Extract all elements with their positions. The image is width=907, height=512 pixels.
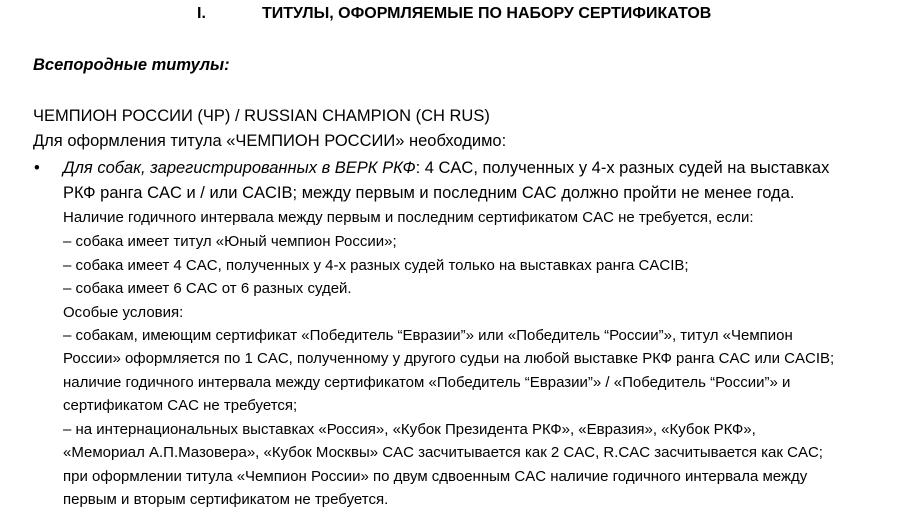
title-name: ЧЕМПИОН РОССИИ (ЧР) / RUSSIAN CHAMPION (CH RUS) xyxy=(33,107,490,125)
detail-line: России» оформляется по 1 CAC, полученному у другого судьи на любой выставке РКФ ранга CAC или CACIB; xyxy=(63,350,835,367)
heading-number: I. xyxy=(197,5,206,22)
detail-line: – на интернациональных выставках «Россия», «Кубок Президента РКФ», «Евразия», «Кубок РКФ», xyxy=(63,421,756,438)
bullet-lead-rest: : 4 CAC, полученных у 4-х разных судей на выставках xyxy=(415,159,830,177)
bullet-lead-italic: Для собак, зарегистрированных в ВЕРК РКФ xyxy=(63,159,416,177)
heading-title: ТИТУЛЫ, ОФОРМЛЯЕМЫЕ ПО НАБОРУ СЕРТИФИКАТОВ xyxy=(262,5,712,22)
bullet-icon: • xyxy=(34,159,40,177)
bullet-line-1 xyxy=(63,158,829,178)
detail-line: – собака имеет 4 CAC, полученных у 4-х разных судей только на выставках ранга CACIB; xyxy=(63,257,689,274)
detail-line: – собакам, имеющим сертификат «Победитель “Евразии”» или «Победитель “России”», титул «Чемпион xyxy=(63,327,793,344)
detail-line: сертификатом CAC не требуется; xyxy=(63,397,298,414)
detail-line: первым и вторым сертификатом не требуется. xyxy=(63,491,389,508)
detail-line: – собака имеет 6 CAC от 6 разных судей. xyxy=(63,280,352,297)
detail-line: Особые условия: xyxy=(63,304,184,321)
bullet-line-2: РКФ ранга CAC и / или CACIB; между первым и последним CAC должно пройти не менее года. xyxy=(63,184,795,202)
section-title: Всепородные титулы: xyxy=(33,56,230,74)
detail-line: – собака имеет титул «Юный чемпион России»; xyxy=(63,233,397,250)
intro-text: Для оформления титула «ЧЕМПИОН РОССИИ» необходимо: xyxy=(33,132,507,150)
detail-line: наличие годичного интервала между сертификатом «Победитель “Евразии”» / «Победитель “России”» и xyxy=(63,374,791,391)
detail-line: «Мемориал А.П.Мазовера», «Кубок Москвы» CAC засчитывается как 2 CAC, R.CAC засчитывается как CAC; xyxy=(63,444,823,461)
detail-line: Наличие годичного интервала между первым и последним сертификатом CAC не требуется, если: xyxy=(63,209,754,226)
detail-line: при оформлении титула «Чемпион России» по двум сдвоенным CAC наличие годичного интервала между xyxy=(63,468,808,485)
